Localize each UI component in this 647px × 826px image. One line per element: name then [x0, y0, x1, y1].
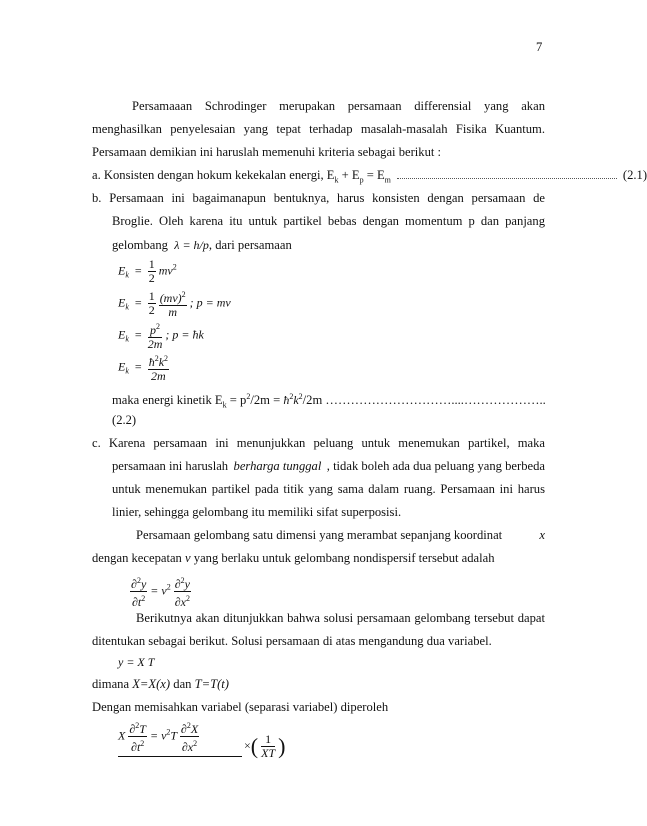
dimana-a: dimana: [92, 677, 130, 691]
frac-p2-num: p: [150, 323, 157, 337]
item-a-sub-m: m: [384, 175, 391, 185]
item-a: [92, 166, 647, 190]
para2-line2a: dengan kecepatan: [92, 551, 182, 565]
ek-label: E: [118, 359, 126, 374]
item-c-line1: c. Karena persamaan ini menunjukkan peluang untuk menemukan partikel, maka: [92, 436, 545, 450]
sep-Tx: T: [170, 728, 177, 743]
eq-kinetic-2: $E_k$ = $\frac{1}{2}$ $\frac{(mv)^2}{m}$ ; p = mv: [118, 289, 231, 319]
sep-multiplier: ×( $\frac{1}{XT}$ ): [244, 732, 286, 760]
sep-numerator: X $\frac{\partial^2T}{\partial t^2}$ = $v^2T$ $\frac{\partial^2X}{\partial x^2}$: [118, 719, 242, 757]
kin-k: k: [293, 393, 299, 408]
item-a-sub-k: k: [334, 175, 339, 185]
wave-rhs-partial: ∂: [174, 577, 181, 591]
item-b-line3a: gelombang: [112, 238, 168, 252]
solution-equation: y = X T: [118, 655, 155, 669]
frac-half-2-den: 2: [148, 303, 155, 317]
item-c-line2b: , tidak boleh ada dua peluang yang berbeda: [326, 459, 545, 473]
item-b-line3: [112, 236, 292, 254]
wave-mid: = v: [150, 583, 167, 598]
sep-frac-x: $\frac{\partial^2X}{\partial x^2}$: [180, 721, 199, 754]
para1-line3: Persamaan demikian ini haruslah memenuhi kriteria sebagai berikut :: [92, 145, 442, 159]
frac-p2-den: 2m: [147, 337, 163, 351]
para2-line2: [92, 549, 495, 567]
frac-half-den: 2: [148, 271, 155, 285]
sep-one: 1: [261, 733, 275, 747]
item-a-ref: (2.1): [622, 168, 647, 182]
eq3-rest: ; p = ħk: [165, 327, 204, 342]
sep-times: ×: [244, 738, 251, 753]
item-b-line1: b. Persamaan ini bagaimanapun bentuknya, harus konsisten dengan persamaan de: [92, 191, 545, 205]
ek-label: E: [118, 295, 126, 310]
item-a-text: a. Konsisten dengan hokum kekekalan energi, E: [92, 168, 335, 182]
frac-half-2: [148, 290, 156, 317]
page-number: 7: [536, 40, 543, 54]
wave-lhs: $\frac{\partial^2y}{\partial t^2}$: [131, 576, 147, 609]
item-b-line3b: , dari persamaan: [208, 238, 292, 252]
dimana-c: dan: [173, 677, 192, 691]
sep-X: X: [118, 728, 126, 743]
dimana-b: X=X(x): [132, 677, 171, 691]
kin-end: /2m …………………………....………………..: [302, 393, 546, 408]
sep-XT: XT: [261, 746, 276, 760]
item-a-sub-p: p: [359, 175, 364, 185]
frac-half-num: 1: [148, 257, 155, 271]
item-a-eq: = E: [363, 168, 385, 182]
eq-kinetic-4: $E_k$ = $\frac{ħ^2k^2}{2m}$: [118, 354, 169, 383]
kin-mid: = p: [226, 393, 247, 408]
wave-rhs: $\frac{\partial^2y}{\partial x^2}$: [174, 576, 190, 609]
frac-mv-den: m: [168, 305, 178, 319]
kin-hbar: ħ: [283, 393, 290, 408]
separated-equation: [118, 719, 318, 760]
item-b-line2: Broglie. Oleh karena itu untuk partikel bebas dengan momentum p dan panjang: [112, 214, 545, 228]
item-c-line3: untuk menemukan partikel pada titik yang sama dalam ruang. Persamaan ini harus: [112, 482, 545, 496]
frac-mv: $\frac{(mv)^2}{m}$: [159, 290, 186, 319]
para1-line1: Persamaaan Schrodinger merupakan persamaan differensial yang akan: [132, 99, 545, 113]
para3-line2: ditentukan sebagai berikut. Solusi persamaan di atas mengandung dua variabel.: [92, 634, 492, 648]
wave-rhs-var: y: [184, 577, 190, 591]
item-c-line2: [112, 457, 545, 475]
eq-kinetic-1: $E_k$ = $\frac{1}{2}$ $mv^2$: [118, 257, 177, 285]
kinetic-line: maka energi kinetik $E_k = p^2/2m$ = $ħ^2k^2/2m$ …………………………....………………..: [112, 392, 546, 410]
para2-line2b: yang berlaku untuk gelombang nondispersif tersebut adalah: [193, 551, 495, 565]
ek-sub: k: [125, 334, 129, 344]
wave-lhs-var: y: [140, 577, 147, 591]
ek-label: E: [118, 263, 126, 278]
para2-line2v: v: [185, 551, 191, 565]
para1-line2: menghasilkan penyelesaian yang tepat terhadap masalah-masalah Fisika Kuantum.: [92, 122, 545, 136]
sep-frac-t: $\frac{\partial^2T}{\partial t^2}$: [129, 721, 146, 754]
separasi-line: Dengan memisahkan variabel (separasi variabel) diperoleh: [92, 700, 389, 714]
item-a-plus: + E: [338, 168, 360, 182]
dimana-line: [92, 675, 229, 693]
wave-rhs-den: ∂x: [174, 595, 186, 609]
item-c-line4: linier, sehingga gelombang itu memiliki sifat superposisi.: [112, 505, 402, 519]
sep-v: = v: [149, 728, 167, 743]
eq2-rest: ; p = mv: [189, 295, 231, 310]
sep-frac-inv: [261, 733, 275, 760]
para3-line1: Berikutnya akan ditunjukkan bahwa solusi persamaan gelombang tersebut dapat: [136, 611, 545, 625]
para2-line1x: x: [539, 528, 545, 542]
frac-hk: $\frac{ħ^2k^2}{2m}$: [148, 354, 169, 383]
kin-text: maka energi kinetik E: [112, 393, 223, 408]
item-c-line2a: persamaan ini haruslah: [112, 459, 229, 473]
dimana-d: T=T(t): [194, 677, 230, 691]
para2-line1: [136, 526, 545, 544]
ek-label: E: [118, 327, 126, 342]
frac-hk-hbar: ħ: [148, 355, 155, 369]
ek-sub: k: [125, 270, 129, 280]
sep-dx: ∂x: [181, 740, 194, 754]
eq1-rhs: mv: [158, 263, 173, 278]
sep-X2: X: [190, 722, 199, 736]
eq-ref-2-2: (2.2): [112, 413, 137, 427]
para2-line1a: Persamaan gelombang satu dimensi yang merambat sepanjang koordinat: [136, 528, 503, 542]
frac-half: [148, 258, 156, 285]
frac-hk-k: k: [158, 355, 165, 369]
frac-half-2-num: 1: [148, 289, 155, 303]
eq-kinetic-3: $E_k$ = $\frac{p^2}{2m}$ ; p = ħk: [118, 322, 204, 351]
frac-p2: $\frac{p^2}{2m}$: [147, 322, 163, 351]
ek-sub: k: [125, 366, 129, 376]
lambda-relation: λ = h/p: [174, 238, 209, 252]
item-c-line2-italic: berharga tunggal: [233, 459, 322, 473]
wave-lhs-partial: ∂: [131, 577, 137, 591]
frac-hk-den: 2m: [151, 369, 166, 383]
sep-dt: ∂t: [131, 740, 141, 754]
kin-mid2: /2m =: [250, 393, 281, 408]
wave-lhs-den: ∂t: [132, 595, 142, 609]
wave-equation: $\frac{\partial^2y}{\partial t^2}$ = $v^2$ $\frac{\partial^2y}{\partial x^2}$: [131, 576, 190, 609]
frac-mv-num: (mv): [159, 291, 182, 305]
ek-sub: k: [125, 302, 129, 312]
item-a-leader: [397, 170, 617, 179]
sep-T: T: [139, 722, 146, 736]
